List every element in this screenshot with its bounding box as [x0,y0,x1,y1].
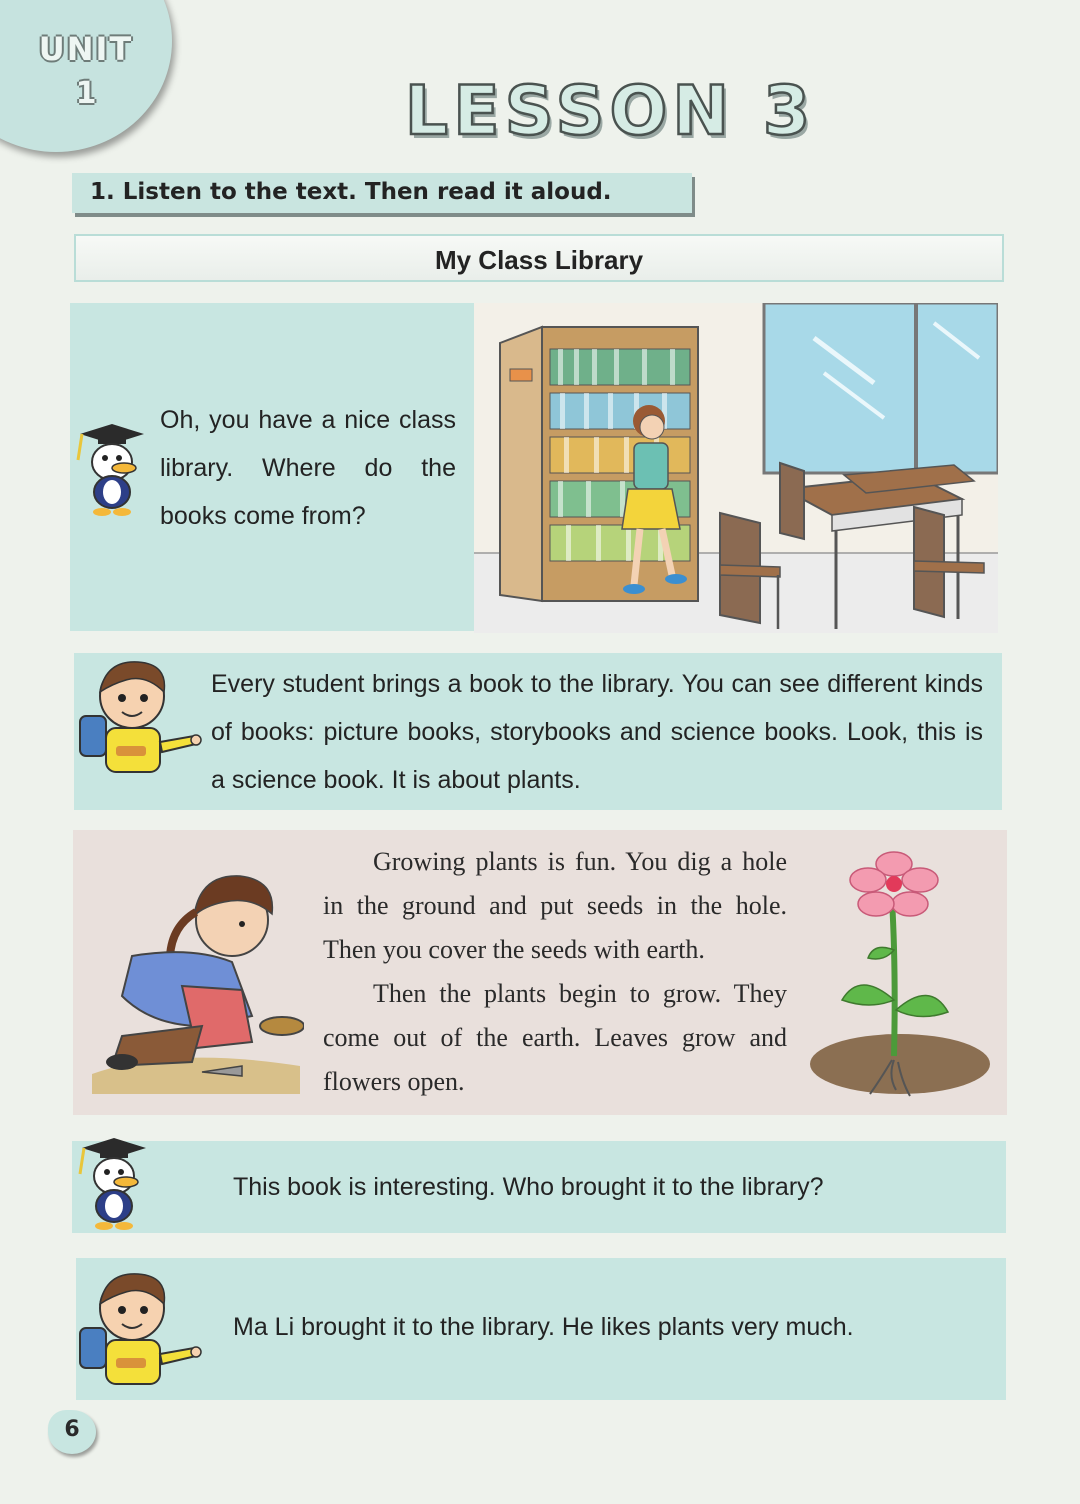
flower-plant-illustration [810,850,990,1100]
story-title: My Class Library [434,245,644,275]
science-book-paragraph-1: Growing plants is fun. You dig a hole in the ground and put seeds in the hole. Then you cover the seeds with earth. [323,847,787,964]
instruction-text: 1. Listen to the text. Then read it aloud. [90,179,612,205]
dialogue-text-1: Oh, you have a nice class library. Where do the books come from? [160,406,456,530]
instruction-bar [72,173,692,213]
library-scene-drawing [474,303,998,633]
boy-student-icon [76,656,202,780]
lesson-title: LESSON 3 [404,72,816,151]
dialogue-text-2: Every student brings a book to the library. You can see different kinds of books: picture books, storybooks and science books. Look, this is a science book. It is about plants. [211,670,983,794]
dialogue-text-4: Ma Li brought it to the library. He likes plants very much. [233,1313,854,1341]
unit-label: UNIT [38,30,134,68]
story-title-box [74,234,1004,282]
science-book-paragraph-2: Then the plants begin to grow. They come out of the earth. Leaves grow and flowers open. [323,979,787,1096]
duck-graduate-icon [72,420,154,520]
library-scene-illustration [474,303,998,633]
page-number: 6 [64,1417,80,1442]
girl-planting-seeds-illustration [92,866,304,1094]
unit-number: 1 [75,76,97,111]
duck-graduate-icon [74,1134,156,1234]
dialogue-text-3: This book is interesting. Who brought it to the library? [233,1173,824,1201]
science-book-text [323,840,787,1104]
boy-student-icon [76,1268,202,1392]
